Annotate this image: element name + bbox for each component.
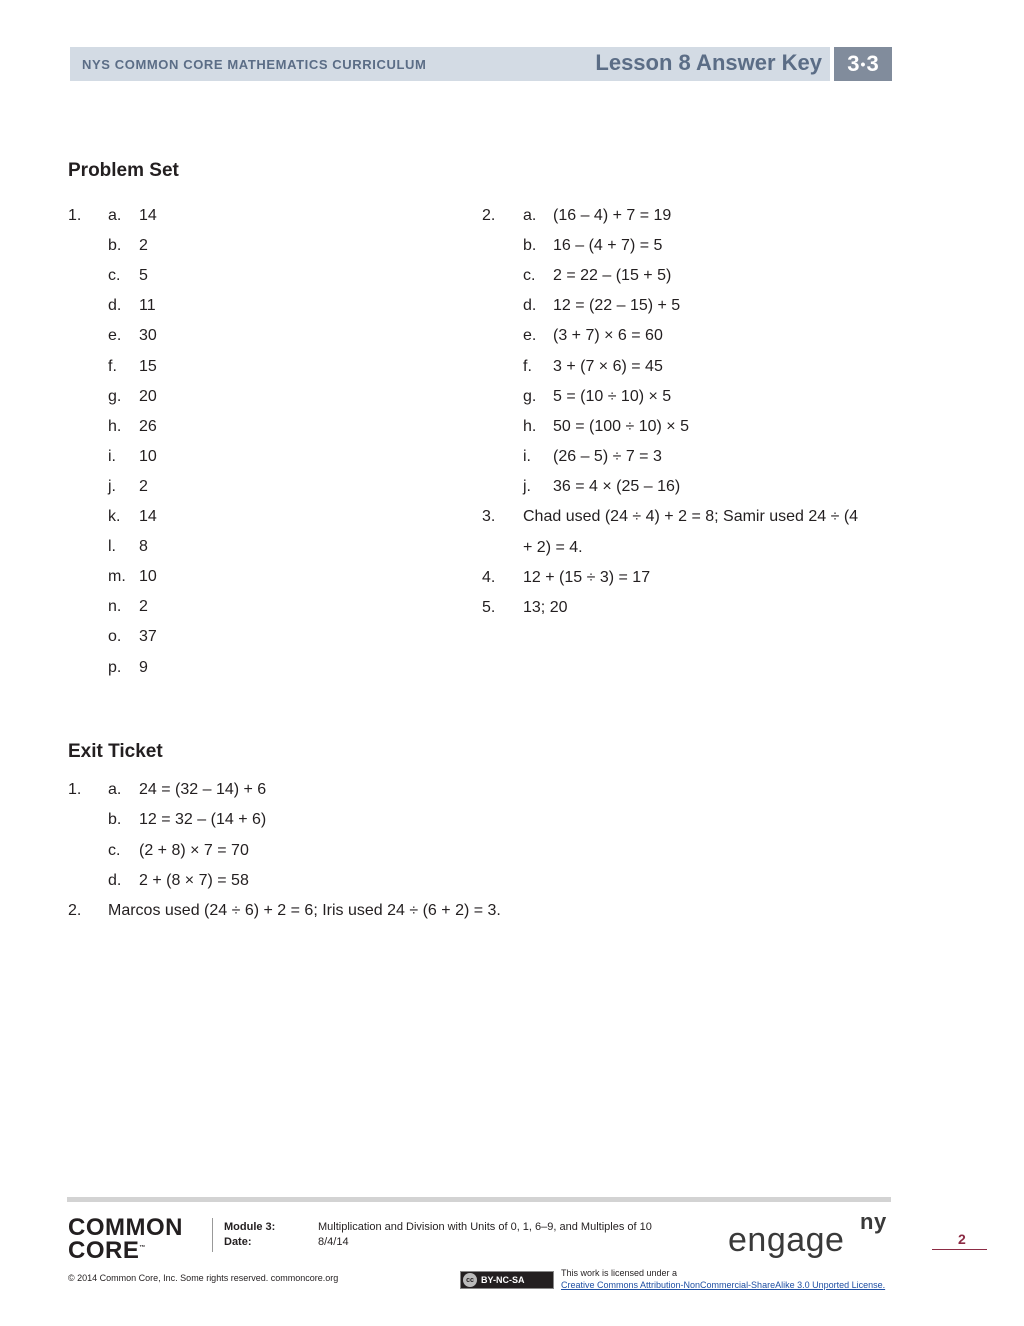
- item-letter: p.: [108, 658, 122, 676]
- page-number-rule: [932, 1249, 987, 1250]
- item-letter: h.: [108, 417, 122, 435]
- item-letter: c.: [108, 267, 121, 285]
- item-letter: j.: [108, 477, 116, 495]
- answer-text: 2: [139, 477, 148, 495]
- footer-rule: [67, 1197, 891, 1202]
- item-letter: d.: [523, 297, 537, 315]
- item-letter: j.: [523, 477, 531, 495]
- cc-license-badge[interactable]: [460, 1271, 554, 1289]
- item-letter: f.: [108, 357, 117, 375]
- answer-text: 11: [139, 297, 156, 315]
- item-letter: f.: [523, 357, 532, 375]
- item-letter: e.: [523, 327, 537, 345]
- answer-text: Chad used (24 ÷ 4) + 2 = 8; Samir used 24 ÷ (4: [523, 508, 859, 525]
- item-letter: g.: [523, 387, 537, 405]
- answer-text: (16 – 4) + 7 = 19: [553, 207, 672, 224]
- item-letter: m.: [108, 568, 126, 586]
- item-letter: b.: [523, 237, 537, 255]
- answer-text: 15: [139, 357, 157, 375]
- answer-text: 26: [139, 417, 157, 435]
- answer-text: 36 = 4 × (25 – 16): [553, 477, 681, 495]
- item-letter: b.: [108, 237, 122, 255]
- module-value: Multiplication and Division with Units of 0, 1, 6–9, and Multiples of 10: [318, 1221, 652, 1233]
- license-link[interactable]: Creative Commons Attribution-NonCommercial-ShareAlike 3.0 Unported License.: [561, 1280, 886, 1290]
- ny-text: ny: [860, 1209, 887, 1234]
- item-letter: c.: [523, 267, 536, 285]
- logo-line-2-wrap: [68, 1237, 183, 1264]
- badge-dot: •: [860, 56, 866, 72]
- item-letter: n.: [108, 598, 122, 616]
- module-label: Module 3:: [224, 1221, 276, 1233]
- answer-text: 16 – (4 + 7) = 5: [553, 237, 663, 255]
- cc-icon: cc: [463, 1273, 477, 1287]
- date-label: Date:: [224, 1236, 252, 1248]
- item-letter: d.: [108, 871, 122, 889]
- answer-text: 10: [139, 447, 157, 465]
- module-number: 3: [866, 51, 879, 76]
- answer-text: 5 = (10 ÷ 10) × 5: [553, 387, 672, 405]
- lesson-title: Lesson 8 Answer Key: [595, 50, 822, 75]
- answer-text: 13; 20: [523, 599, 568, 616]
- answer-text: 2 = 22 – (15 + 5): [553, 267, 672, 285]
- answer-text: 12 + (15 ÷ 3) = 17: [523, 569, 651, 586]
- logo-line-2: CORE: [68, 1237, 140, 1264]
- question-number: 2.: [482, 207, 496, 224]
- date-value: 8/4/14: [318, 1236, 349, 1248]
- answer-text: 14: [139, 207, 157, 224]
- answer-text: 24 = (32 – 14) + 6: [139, 781, 267, 798]
- license-text: This work is licensed under a: [561, 1268, 678, 1278]
- question-number: 2.: [68, 902, 82, 919]
- answer-text: 9: [139, 658, 148, 676]
- engage-text: engage: [728, 1221, 845, 1259]
- answer-text: 10: [139, 568, 157, 586]
- exit-ticket-heading: Exit Ticket: [68, 741, 163, 762]
- grade-module-badge: [834, 47, 892, 81]
- item-letter: g.: [108, 387, 122, 405]
- answer-text: (2 + 8) × 7 = 70: [139, 841, 249, 859]
- answer-text: (3 + 7) × 6 = 60: [553, 327, 663, 345]
- answer-text: (26 – 5) ÷ 7 = 3: [553, 447, 662, 465]
- answer-text: 2 + (8 × 7) = 58: [139, 871, 249, 889]
- curriculum-title: NYS COMMON CORE MATHEMATICS CURRICULUM: [82, 57, 427, 72]
- cc-badge-label: BY-NC-SA: [481, 1275, 525, 1285]
- item-letter: a.: [108, 781, 122, 798]
- answer-text: 2: [139, 598, 148, 616]
- item-letter: b.: [108, 811, 122, 829]
- answer-text: 5: [139, 267, 148, 285]
- item-letter: i.: [523, 447, 531, 465]
- answer-text: Marcos used (24 ÷ 6) + 2 = 6; Iris used 24 ÷ (6 + 2) = 3.: [108, 902, 501, 919]
- answer-text: 8: [139, 538, 148, 556]
- item-letter: d.: [108, 297, 122, 315]
- footer-divider: [212, 1218, 213, 1252]
- answer-text: 14: [139, 508, 157, 525]
- item-letter: e.: [108, 327, 122, 345]
- question-number: 3.: [482, 508, 496, 525]
- item-letter: i.: [108, 447, 116, 465]
- item-letter: l.: [108, 538, 116, 556]
- answer-text: + 2) = 4.: [523, 539, 583, 556]
- item-letter: a.: [523, 207, 537, 224]
- item-letter: h.: [523, 417, 537, 435]
- engageny-logo: [728, 1209, 887, 1260]
- question-number: 1.: [68, 781, 82, 798]
- item-letter: a.: [108, 207, 122, 224]
- answer-text: 20: [139, 387, 157, 405]
- grade-number: 3: [847, 51, 860, 76]
- logo-line-1: COMMON: [68, 1214, 183, 1241]
- item-letter: c.: [108, 841, 121, 859]
- answer-text: 2: [139, 237, 148, 255]
- answer-text: 12 = 32 – (14 + 6): [139, 811, 267, 829]
- common-core-logo: [68, 1214, 183, 1264]
- question-number: 4.: [482, 569, 496, 586]
- item-letter: k.: [108, 508, 121, 525]
- answer-text: 37: [139, 628, 157, 646]
- trademark-mark: ™: [139, 1245, 146, 1251]
- copyright-text: © 2014 Common Core, Inc. Some rights reserved. commoncore.org: [68, 1273, 339, 1283]
- question-number: 1.: [68, 207, 82, 224]
- answer-text: 3 + (7 × 6) = 45: [553, 357, 663, 375]
- problem-set-heading: Problem Set: [68, 160, 179, 181]
- answer-text: 50 = (100 ÷ 10) × 5: [553, 417, 689, 435]
- item-letter: o.: [108, 628, 122, 646]
- answer-text: 30: [139, 327, 157, 345]
- page-number: 2: [958, 1231, 966, 1247]
- question-number: 5.: [482, 599, 496, 616]
- answer-text: 12 = (22 – 15) + 5: [553, 297, 681, 315]
